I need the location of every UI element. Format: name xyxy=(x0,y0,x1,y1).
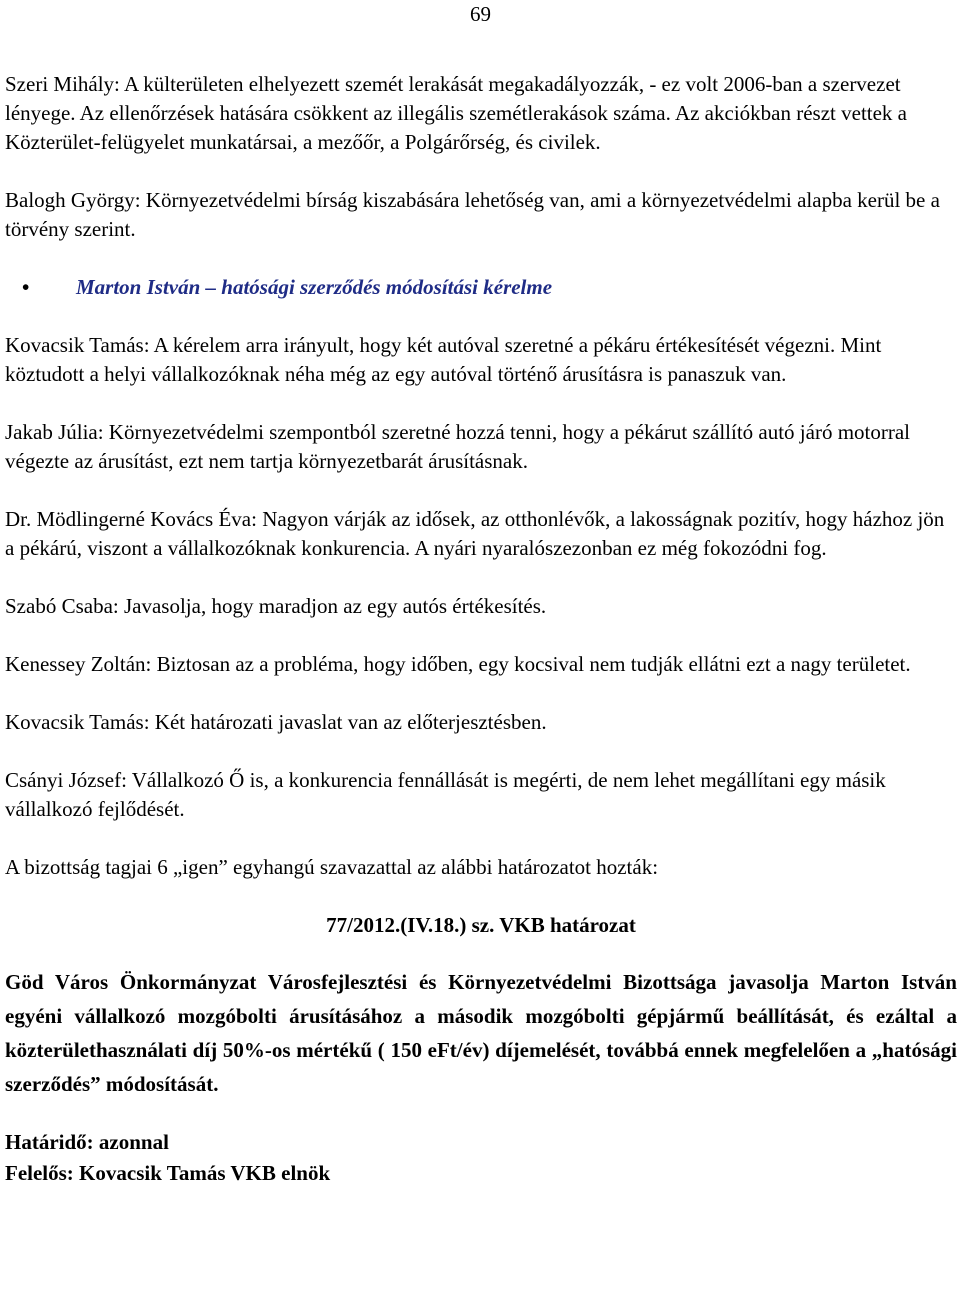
document-body xyxy=(5,70,957,1189)
bullet-icon: • xyxy=(22,275,30,299)
paragraph-szabo-csaba: Szabó Csaba: Javasolja, hogy maradjon az egy autós értékesítés. xyxy=(5,594,547,618)
paragraph-modlingerne: Dr. Mödlingerné Kovács Éva: Nagyon várják az idősek, az otthonlévők, a lakosságnak pozitív, hogy házhoz jön a pékárú, viszont a vállalkozóknak konkurencia. A nyári nyaralószezonban ez még fokozódni fog. xyxy=(5,507,945,560)
paragraph-csanyi-jozsef: Csányi József: Vállalkozó Ő is, a konkurencia fennállását is megérti, de nem lehet megállítani egy másik vállalkozó fejlődését. xyxy=(5,768,886,821)
agenda-item-title: Marton István – hatósági szerződés módosítási kérelme xyxy=(76,275,553,299)
paragraph-vote-summary: A bizottság tagjai 6 „igen” egyhangú szavazattal az alábbi határozatot hozták: xyxy=(5,855,659,879)
page-number: 69 xyxy=(470,2,491,26)
resolution-body: Göd Város Önkormányzat Városfejlesztési és Környezetvédelmi Bizottsága javasolja Marton István egyéni vállalkozó mozgóbolti árusításához a második mozgóbolti gépjármű beállítását, és ezáltal a közterülethasználati díj 50%-os mértékű ( 150 eFt/év) díjemelését, továbbá ennek megfelelően a „hatósági szerződés” módosítását. xyxy=(5,970,957,1096)
resolution-deadline: Határidő: azonnal xyxy=(5,1130,169,1154)
paragraph-jakab-julia: Jakab Júlia: Környezetvédelmi szempontból szeretné hozzá tenni, hogy a pékárut szállító autó járó motorral végezte az árusítást, ezt nem tartja környezetbarát árusításnak. xyxy=(5,420,911,473)
paragraph-szeri-mihaly: Szeri Mihály: A külterületen elhelyezett szemét lerakását megakadályozzák, - ez volt 2006-ban a szervezet lényege. Az ellenőrzések hatására csökkent az illegális szemétlerakások száma. Az akciókban részt vettek a Közterület-felügyelet munkatársai, a mezőőr, a Polgárőrség, és civilek. xyxy=(5,72,908,154)
paragraph-kenessey-zoltan: Kenessey Zoltán: Biztosan az a probléma, hogy időben, egy kocsival nem tudják ellátni ezt a nagy területet. xyxy=(5,652,911,676)
paragraph-kovacsik-tamas-1: Kovacsik Tamás: A kérelem arra irányult, hogy két autóval szeretné a pékáru értékesítését végezni. Mint köztudott a helyi vállalkozóknak néha még az egy autóval történő árusításra is panaszuk van. xyxy=(5,333,882,386)
paragraph-kovacsik-tamas-2: Kovacsik Tamás: Két határozati javaslat van az előterjesztésben. xyxy=(5,710,547,734)
resolution-responsible: Felelős: Kovacsik Tamás VKB elnök xyxy=(5,1161,331,1185)
resolution-title: 77/2012.(IV.18.) sz. VKB határozat xyxy=(326,913,636,937)
paragraph-balogh-gyorgy: Balogh György: Környezetvédelmi bírság kiszabására lehetőség van, ami a környezetvédelmi alapba kerül be a törvény szerint. xyxy=(5,188,940,241)
agenda-item-heading xyxy=(5,273,957,302)
